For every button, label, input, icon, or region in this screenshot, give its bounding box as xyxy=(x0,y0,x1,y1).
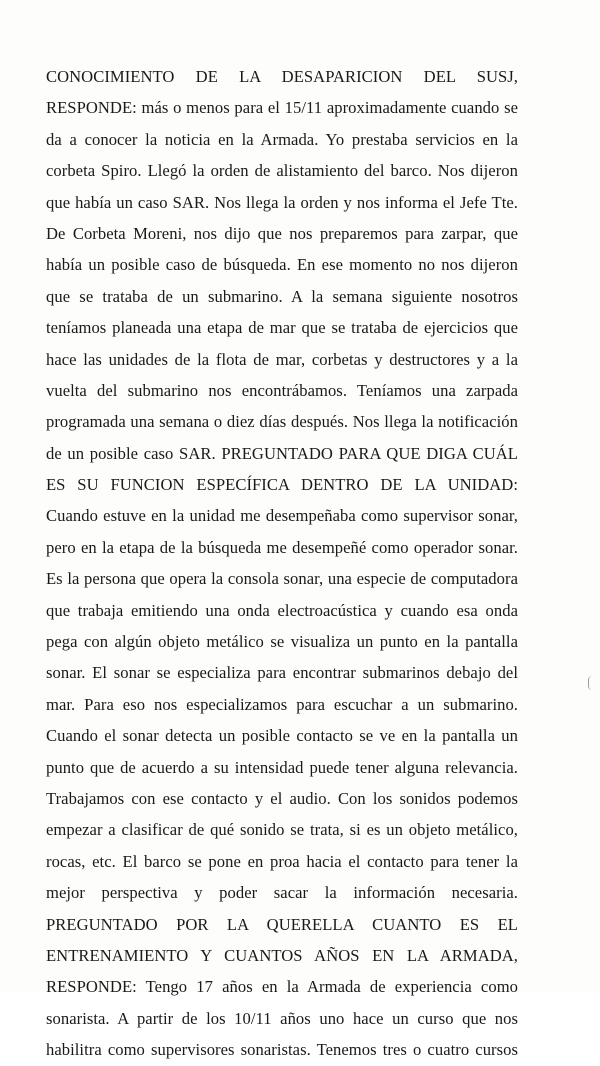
text-line: RESPONDE: más o menos para el 15/11 aproximadamente cuando se xyxy=(46,98,518,118)
text-line: PREGUNTADO POR LA QUERELLA CUANTO ES EL xyxy=(46,914,518,934)
text-line: había un posible caso de búsqueda. En ese momento no nos dijeron xyxy=(46,255,518,275)
text-line: que había un caso SAR. Nos llega la orden y nos informa el Jefe Tte. xyxy=(46,192,518,212)
margin-pen-mark xyxy=(588,676,595,690)
text-line: Es la persona que opera la consola sonar, una especie de computadora xyxy=(46,569,518,589)
text-line: pega con algún objeto metálico se visualiza un punto en la pantalla xyxy=(46,632,518,652)
text-line: que trabaja emitiendo una onda electroacústica y cuando esa onda xyxy=(46,600,518,620)
text-line: hace las unidades de la flota de mar, corbetas y destructores y a la xyxy=(46,349,518,369)
text-line: mejor perspectiva y poder sacar la información necesaria. xyxy=(46,883,518,903)
text-line: habilitra como supervisores sonaristas. Tenemos tres o cuatro cursos xyxy=(46,1040,518,1060)
testimony-text xyxy=(46,61,518,1066)
text-line: RESPONDE: Tengo 17 años en la Armada de experiencia como xyxy=(46,977,518,997)
text-line: mar. Para eso nos especializamos para escuchar a un submarino. xyxy=(46,694,518,714)
text-line: sonar. El sonar se especializa para encontrar submarinos debajo del xyxy=(46,663,518,683)
text-line: CONOCIMIENTO DE LA DESAPARICION DEL SUSJ, xyxy=(46,67,518,86)
text-line: Cuando el sonar detecta un posible contacto se ve en la pantalla un xyxy=(46,726,518,746)
text-line: Trabajamos con ese contacto y el audio. Con los sonidos podemos xyxy=(46,788,518,808)
text-line: da a conocer la noticia en la Armada. Yo prestaba servicios en la xyxy=(46,129,518,149)
text-line: teníamos planeada una etapa de mar que se trataba de ejercicios que xyxy=(46,318,518,338)
text-line: empezar a clasificar de qué sonido se trata, si es un objeto metálico, xyxy=(46,820,518,840)
text-line: de un posible caso SAR. PREGUNTADO PARA QUE DIGA CUÁL xyxy=(46,443,518,463)
text-line: rocas, etc. El barco se pone en proa hacia el contacto para tener la xyxy=(46,851,518,871)
text-line: corbeta Spiro. Llegó la orden de alistamiento del barco. Nos dijeron xyxy=(46,161,518,181)
text-line: De Corbeta Moreni, nos dijo que nos preparemos para zarpar, que xyxy=(46,223,518,243)
text-line: ES SU FUNCION ESPECÍFICA DENTRO DE LA UNIDAD: xyxy=(46,475,518,495)
text-line: programada una semana o diez días después. Nos llega la notificación xyxy=(46,412,518,432)
text-line: sonarista. A partir de los 10/11 años uno hace un curso que nos xyxy=(46,1008,518,1028)
text-line: punto que de acuerdo a su intensidad puede tener alguna relevancia. xyxy=(46,757,518,777)
text-line: vuelta del submarino nos encontrábamos. Teníamos una zarpada xyxy=(46,380,518,400)
text-line: ENTRENAMIENTO Y CUANTOS AÑOS EN LA ARMADA, xyxy=(46,945,518,965)
text-line: pero en la etapa de la búsqueda me desempeñé como operador sonar. xyxy=(46,537,518,557)
text-line: que se trataba de un submarino. A la semana siguiente nosotros xyxy=(46,286,518,306)
text-line: Cuando estuve en la unidad me desempeñaba como supervisor sonar, xyxy=(46,506,518,526)
